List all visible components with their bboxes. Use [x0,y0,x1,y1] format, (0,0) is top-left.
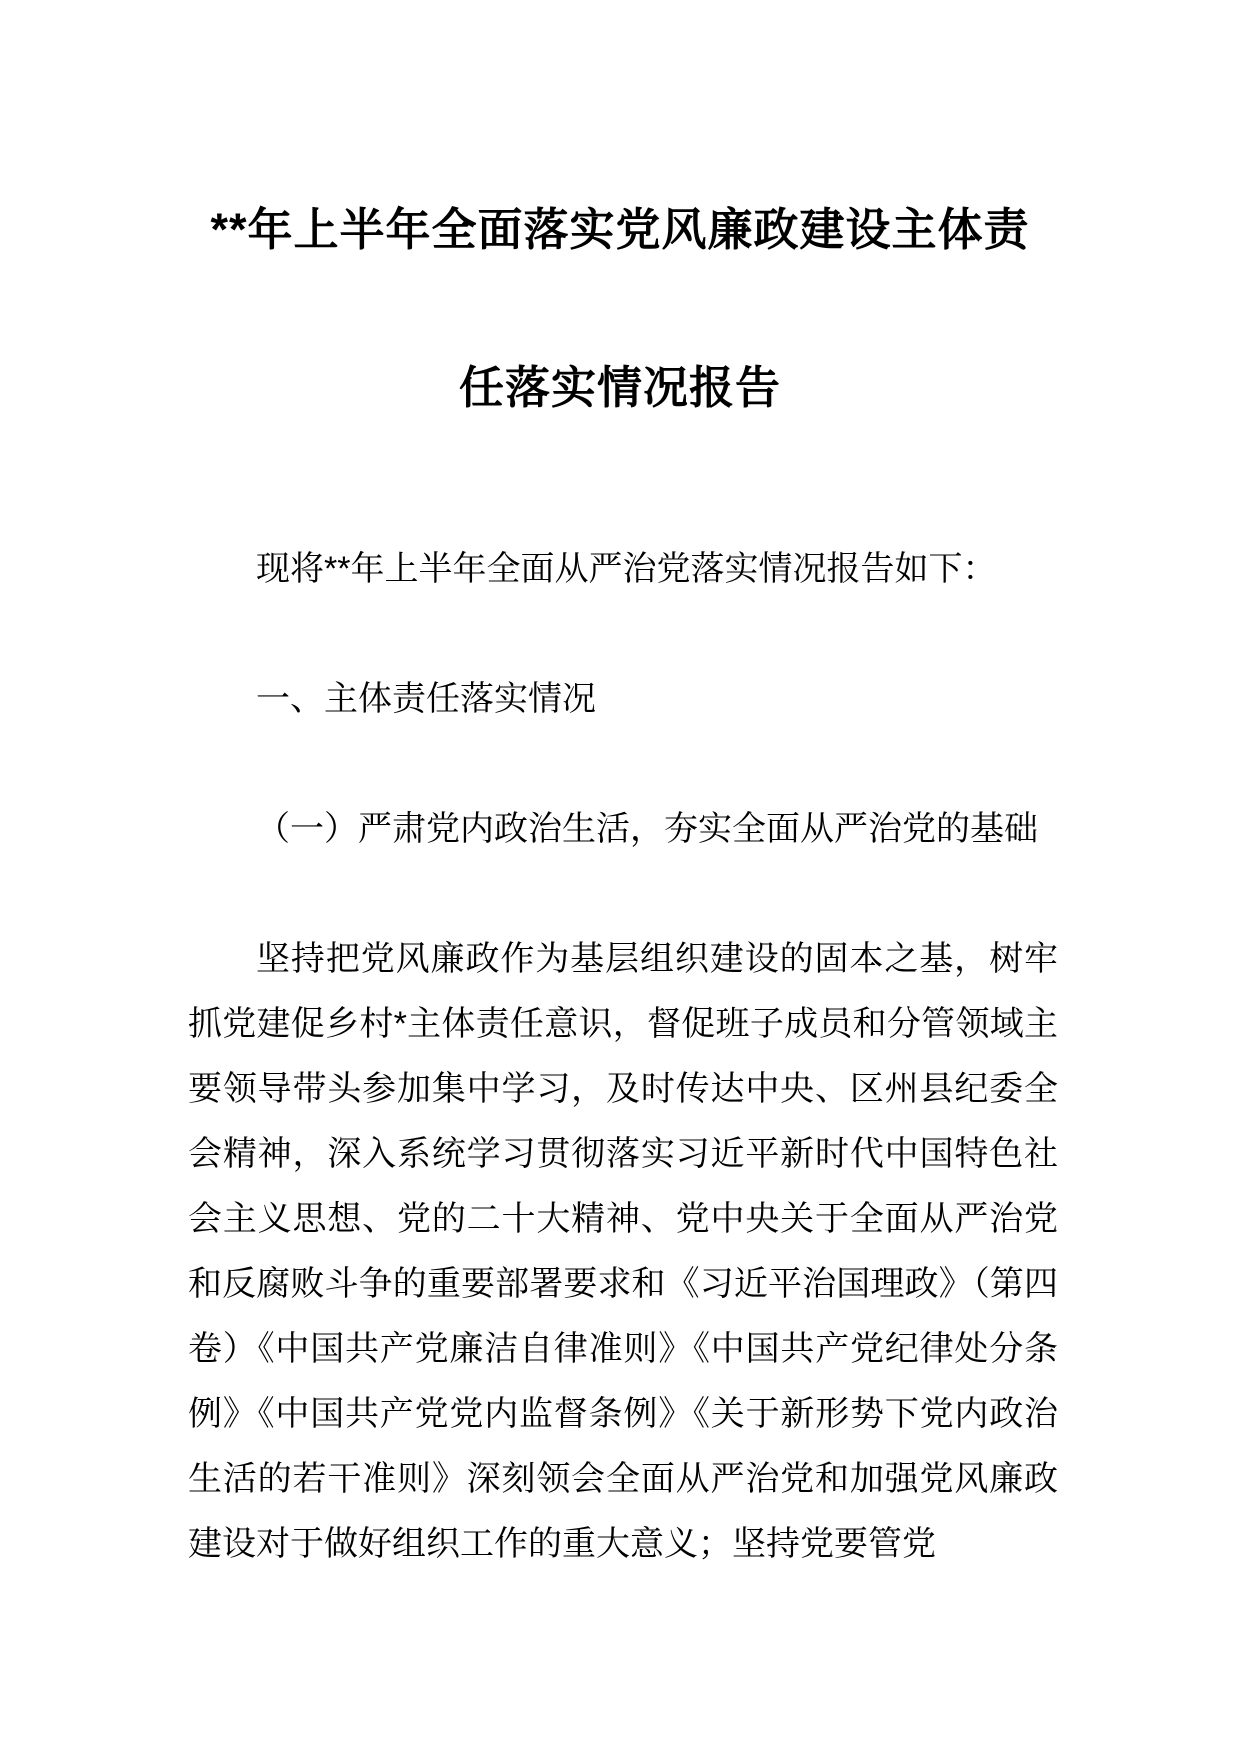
heading-section-1: 一、主体责任落实情况 [256,680,596,718]
document-title [0,0,1240,467]
paragraph-intro: 现将**年上半年全面从严治党落实情况报告如下： [256,550,997,588]
document-title-line-2: 任落实情况报告 [458,362,781,413]
document-title-line-1: **年上半年全面落实党风廉政建设主体责 [210,204,1030,255]
document-body [188,537,1058,1577]
heading-subsection-1-1: （一）严肃党内政治生活，夯实全面从严治党的基础 [256,810,1038,848]
paragraph-body: 坚持把党风廉政作为基层组织建设的固本之基，树牢抓党建促乡村*主体责任意识，督促班子成员和分管领域主要领导带头参加集中学习，及时传达中央、区州县纪委全会精神，深入系统学习贯彻落实习近平新时代中国特色社会主义思想、党的二十大精神、党中央关于全面从严治党和反腐败斗争的重要部署要求和《习近平治国理政》（第四卷）《中国共产党廉洁自律准则》《中国共产党纪律处分条例》《中国共产党党内监督条例》《关于新形势下党内政治生活的若干准则》深刻领会全面从严治党和加强党风廉政建设对于做好组织工作的重大意义；坚持党要管党 [188,940,1058,1563]
